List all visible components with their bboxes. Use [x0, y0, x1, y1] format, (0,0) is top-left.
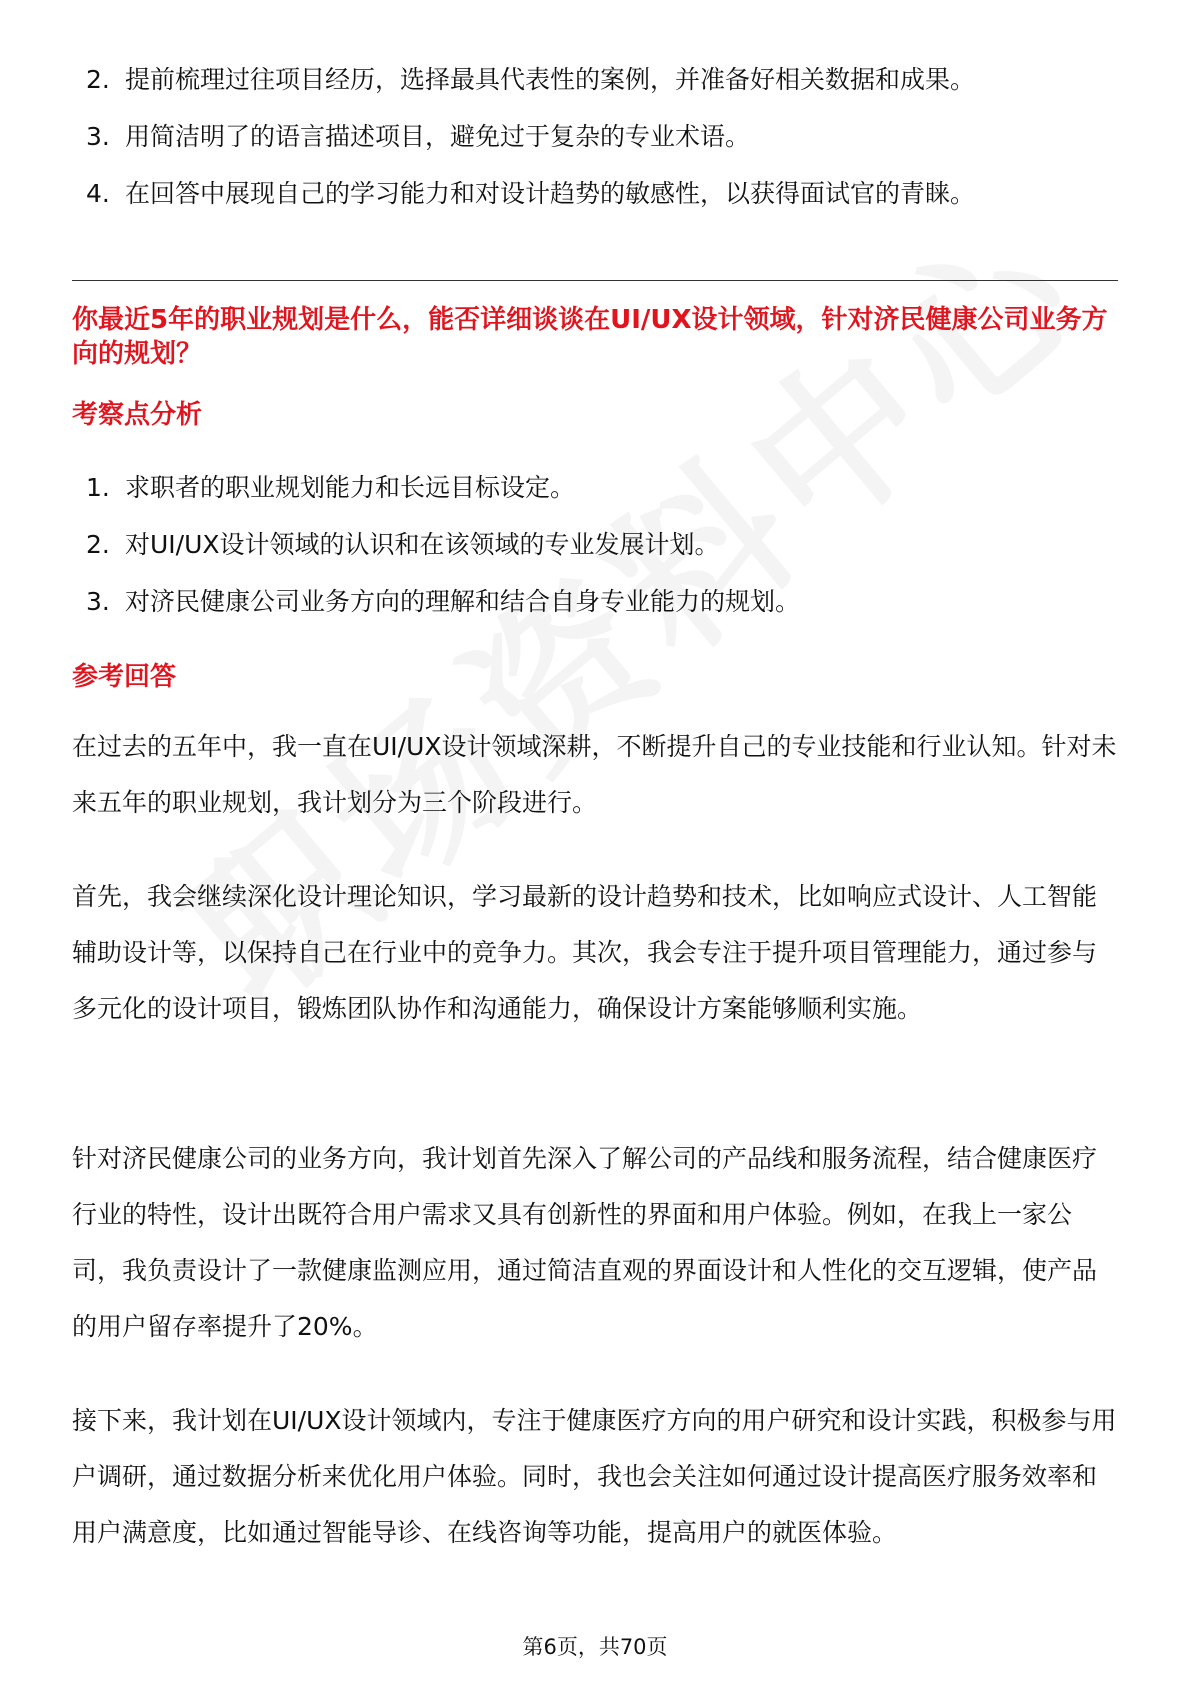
analysis-list [72, 470, 800, 641]
answer-heading: 参考回答 [72, 662, 177, 692]
list-item-text: 对济民健康公司业务方向的理解和结合自身专业能力的规划。 [125, 587, 801, 616]
interview-question: 你最近5年的职业规划是什么，能否详细谈谈在UI/UX设计领域，针对济民健康公司业务方向的规划？ [72, 305, 1108, 369]
page-number: 第6页，共70页 [522, 1635, 668, 1659]
analysis-heading: 考察点分析 [72, 400, 203, 430]
list-item [72, 470, 800, 506]
list-item-text: 对UI/UX设计领域的认识和在该领域的专业发展计划。 [125, 530, 720, 559]
list-item [72, 119, 975, 155]
list-item-number: 1. [86, 473, 110, 502]
list-item-text: 求职者的职业规划能力和长远目标设定。 [125, 473, 576, 502]
document-page [72, 0, 1118, 1684]
list-item-number: 2. [86, 530, 110, 559]
answer-paragraph: 接下来，我计划在UI/UX设计领域内，专注于健康医疗方向的用户研究和设计实践，积极参与用户调研，通过数据分析来优化用户体验。同时，我也会关注如何通过设计提高医疗服务效率和用户满意度，比如通过智能导诊、在线咨询等功能，提高用户的就医体验。 [72, 1406, 1117, 1547]
list-item-text: 在回答中展现自己的学习能力和对设计趋势的敏感性，以获得面试官的青睐。 [125, 179, 976, 208]
list-item-number: 2. [86, 65, 110, 94]
list-item [72, 527, 800, 563]
answer-paragraph: 在过去的五年中，我一直在UI/UX设计领域深耕，不断提升自己的专业技能和行业认知。针对未来五年的职业规划，我计划分为三个阶段进行。 [72, 732, 1117, 817]
list-item-text: 提前梳理过往项目经历，选择最具代表性的案例，并准备好相关数据和成果。 [125, 65, 976, 94]
list-item-text: 用简洁明了的语言描述项目，避免过于复杂的专业术语。 [125, 122, 751, 151]
list-item-number: 4. [86, 179, 110, 208]
top-tips-list [72, 62, 975, 233]
list-item [72, 584, 800, 620]
answer-paragraph: 首先，我会继续深化设计理论知识，学习最新的设计趋势和技术，比如响应式设计、人工智能辅助设计等，以保持自己在行业中的竞争力。其次，我会专注于提升项目管理能力，通过参与多元化的设计项目，锻炼团队协作和沟通能力，确保设计方案能够顺利实施。 [72, 882, 1098, 1023]
answer-paragraph: 针对济民健康公司的业务方向，我计划首先深入了解公司的产品线和服务流程，结合健康医疗行业的特性，设计出既符合用户需求又具有创新性的界面和用户体验。例如，在我上一家公司，我负责设计了一款健康监测应用，通过简洁直观的界面设计和人性化的交互逻辑，使产品的用户留存率提升了20%。 [72, 1144, 1098, 1341]
list-item [72, 62, 975, 98]
list-item-number: 3. [86, 587, 110, 616]
list-item-number: 3. [86, 122, 110, 151]
list-item [72, 176, 975, 212]
section-divider [72, 280, 1118, 281]
